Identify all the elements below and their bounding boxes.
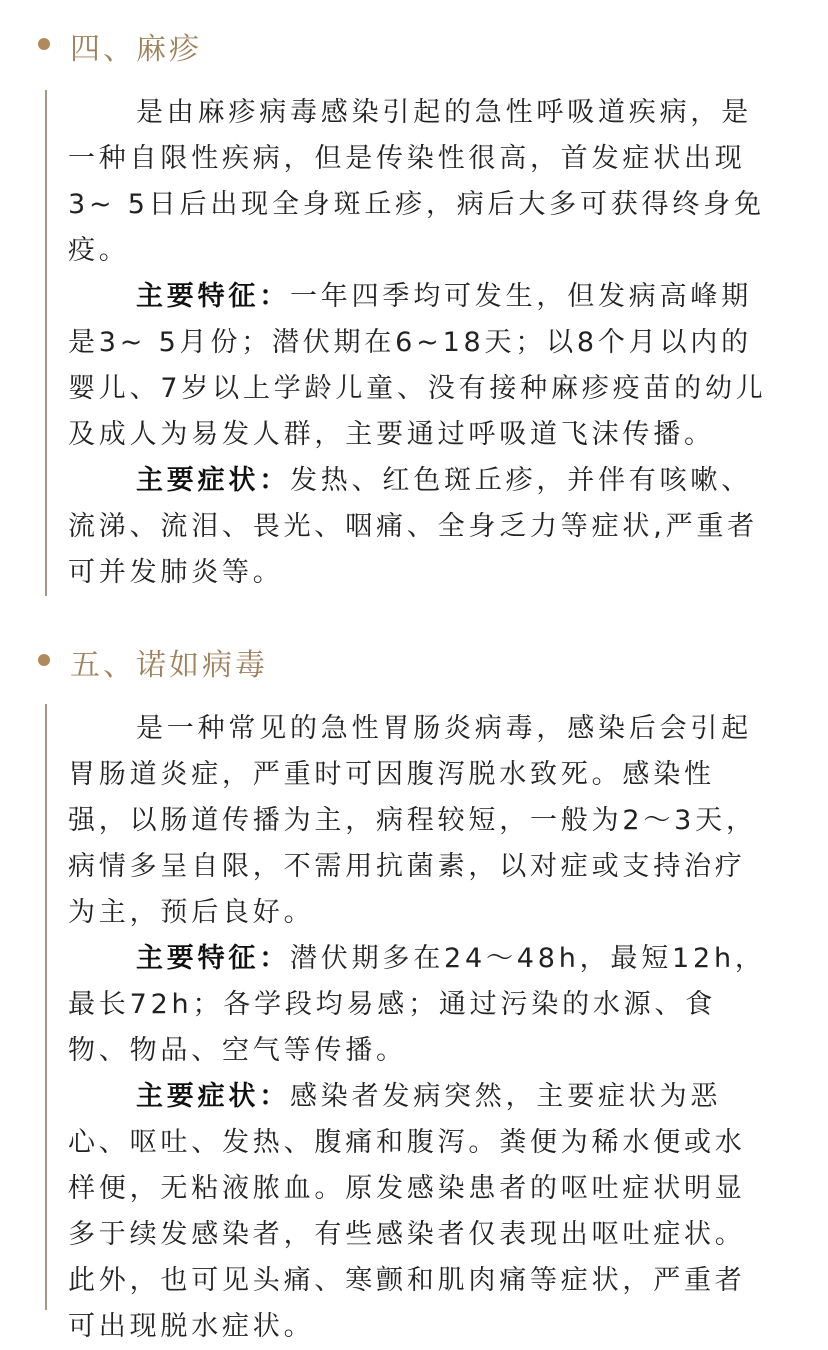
symptom-paragraph: [68, 458, 768, 596]
symptom-label: 主要症状：: [136, 1081, 290, 1112]
feature-paragraph: [68, 274, 768, 458]
bullet-dot-icon: [38, 38, 50, 50]
section-left-rule: [45, 90, 47, 596]
feature-text: 一年四季均可发生，但发病高峰期是3~ 5月份；潜伏期在6~18天；以8个月以内的婴儿、7岁以上学龄儿童、没有接种麻疹疫苗的幼儿及成人为易发人群，主要通过呼吸道飞沫传播。: [68, 281, 767, 450]
section-left-rule: [45, 704, 47, 1310]
symptom-text: 发热、红色斑丘疹，并伴有咳嗽、流涕、流泪、畏光、咽痛、全身乏力等症状,严重者可并发肺炎等。: [68, 465, 758, 588]
feature-label: 主要特征：: [136, 943, 290, 974]
symptom-label: 主要症状：: [136, 465, 290, 496]
symptom-text: 感染者发病突然，主要症状为恶心、呕吐、发热、腹痛和腹泻。粪便为稀水便或水样便，无粘液脓血。原发感染患者的呕吐症状明显多于续发感染者，有些感染者仅表现出呕吐症状。此外，也可见头痛、寒颤和肌肉痛等症状，严重者可出现脱水症状。: [68, 1081, 746, 1342]
intro-text: 是一种常见的急性胃肠炎病毒，感染后会引起胃肠道炎症，严重时可因腹泻脱水致死。感染性强，以肠道传播为主，病程较短，一般为2～3天，病情多呈自限，不需用抗菌素，以对症或支持治疗为主，预后良好。: [68, 713, 757, 928]
section-heading-norovirus: [0, 634, 828, 684]
bullet-dot-icon: [38, 654, 50, 666]
feature-paragraph: [68, 936, 768, 1074]
section-title: 四、麻疹: [70, 32, 202, 67]
intro-paragraph: [68, 90, 768, 274]
symptom-paragraph: [68, 1074, 768, 1350]
intro-text: 是由麻疹病毒感染引起的急性呼吸道疾病，是一种自限性疾病，但是传染性很高，首发症状出现3~ 5日后出现全身斑丘疹，病后大多可获得终身免疫。: [68, 97, 765, 266]
section-heading-measles: [0, 18, 828, 68]
intro-paragraph: [68, 706, 768, 936]
section-title: 五、诺如病毒: [70, 648, 268, 683]
feature-label: 主要特征：: [136, 281, 290, 312]
feature-text: 潜伏期多在24～48h，最短12h，最长72h；各学段均易感；通过污染的水源、食物、物品、空气等传播。: [68, 943, 766, 1066]
